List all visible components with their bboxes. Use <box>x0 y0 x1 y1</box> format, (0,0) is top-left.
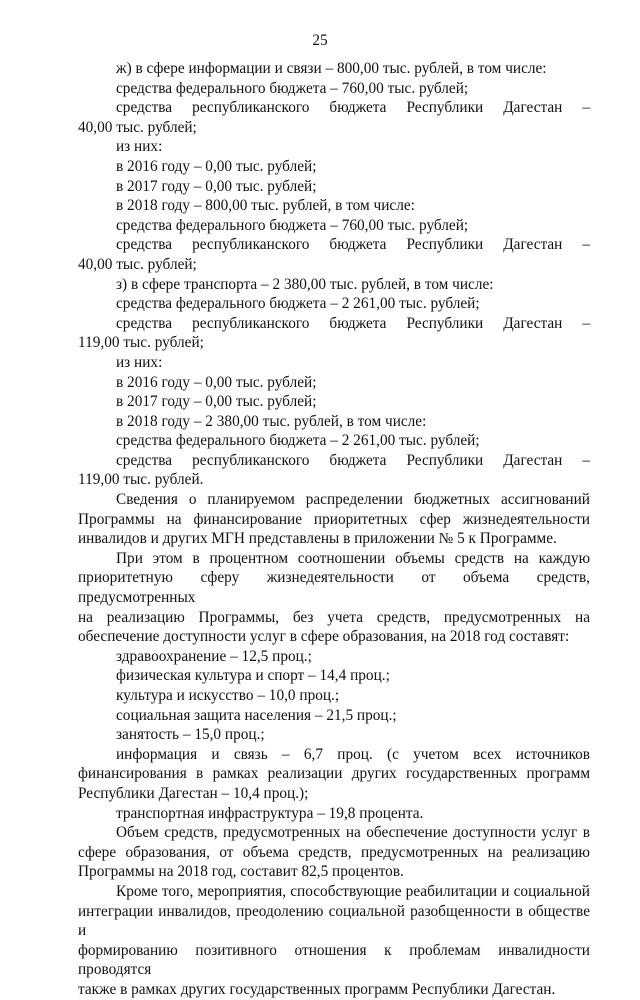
text-line: сфере образования, от объема средств, предусмотренных на реализацию <box>78 843 590 861</box>
text-line: 40,00 тыс. рублей; <box>78 118 197 136</box>
text-line: з) в сфере транспорта – 2 380,00 тыс. рублей, в том числе: <box>116 275 494 293</box>
text-line: 40,00 тыс. рублей; <box>78 255 197 273</box>
text-line: средства федерального бюджета – 2 261,00 тыс. рублей; <box>116 295 480 313</box>
text-line: интеграции инвалидов, преодолению социальной разобщенности в обществе и <box>78 902 590 940</box>
text-line: 119,00 тыс. рублей; <box>78 334 204 352</box>
text-line: приоритетную сферу жизнедеятельности от объема средств, предусмотренных <box>78 569 590 607</box>
text-line: При этом в процентном соотношении объемы средств на каждую <box>116 549 590 567</box>
document-body <box>78 59 590 1000</box>
text-line: обеспечение доступности услуг в сфере образования, на 2018 год составят: <box>78 628 570 646</box>
text-line: средства республиканского бюджета Республики Дагестан – <box>116 236 590 254</box>
text-line: занятость – 15,0 проц.; <box>116 726 265 744</box>
text-line: Программы на финансирование приоритетных сфер жизнедеятельности <box>78 510 590 528</box>
text-line: транспортная инфраструктура – 19,8 процента. <box>116 804 424 822</box>
text-line: социальная защита населения – 21,5 проц.; <box>116 706 397 724</box>
text-line: в 2018 году – 800,00 тыс. рублей, в том числе: <box>116 197 415 215</box>
page-number: 25 <box>312 32 328 49</box>
text-line: средства федерального бюджета – 760,00 тыс. рублей; <box>116 216 469 234</box>
text-line: Программы на 2018 год, составит 82,5 процентов. <box>78 863 404 881</box>
text-line: в 2016 году – 0,00 тыс. рублей; <box>116 373 317 391</box>
text-line: инвалидов и других МГН представлены в приложении № 5 к Программе. <box>78 530 557 548</box>
text-line: в 2017 году – 0,00 тыс. рублей; <box>116 177 317 195</box>
text-line: также в рамках других государственных программ Республики Дагестан. <box>78 980 556 998</box>
text-line: на реализацию Программы, без учета средств, предусмотренных на <box>78 608 590 626</box>
text-line: ж) в сфере информации и связи – 800,00 тыс. рублей, в том числе: <box>116 60 547 77</box>
text-line: средства республиканского бюджета Республики Дагестан – <box>116 99 590 117</box>
text-line: физическая культура и спорт – 14,4 проц.; <box>116 667 390 685</box>
text-line: финансирования в рамках реализации других государственных программ <box>78 765 590 783</box>
text-line: информация и связь – 6,7 проц. (с учетом всех источников <box>116 745 590 763</box>
text-line: Республики Дагестан – 10,4 проц.); <box>78 784 309 802</box>
text-line: средства республиканского бюджета Республики Дагестан – <box>116 314 590 332</box>
text-line: в 2018 году – 2 380,00 тыс. рублей, в том числе: <box>116 412 427 430</box>
text-line: формированию позитивного отношения к проблемам инвалидности проводятся <box>78 941 590 979</box>
text-line: из них: <box>116 138 163 156</box>
text-line: Сведения о планируемом распределении бюджетных ассигнований <box>116 491 590 509</box>
text-line: 119,00 тыс. рублей. <box>78 471 204 489</box>
text-line: средства федерального бюджета – 2 261,00 тыс. рублей; <box>116 432 480 450</box>
text-line: Объем средств, предусмотренных на обеспечение доступности услуг в <box>116 824 590 842</box>
text-line: культура и искусство – 10,0 проц.; <box>116 687 340 704</box>
text-line: средства федерального бюджета – 760,00 тыс. рублей; <box>116 79 469 97</box>
text-line: в 2016 году – 0,00 тыс. рублей; <box>116 157 317 175</box>
text-line: Кроме того, мероприятия, способствующие реабилитации и социальной <box>116 882 590 900</box>
text-line: здравоохранение – 12,5 проц.; <box>116 647 312 665</box>
text-line: из них: <box>116 353 163 371</box>
text-line: в 2017 году – 0,00 тыс. рублей; <box>116 393 317 411</box>
text-line: средства республиканского бюджета Республики Дагестан – <box>116 451 590 469</box>
